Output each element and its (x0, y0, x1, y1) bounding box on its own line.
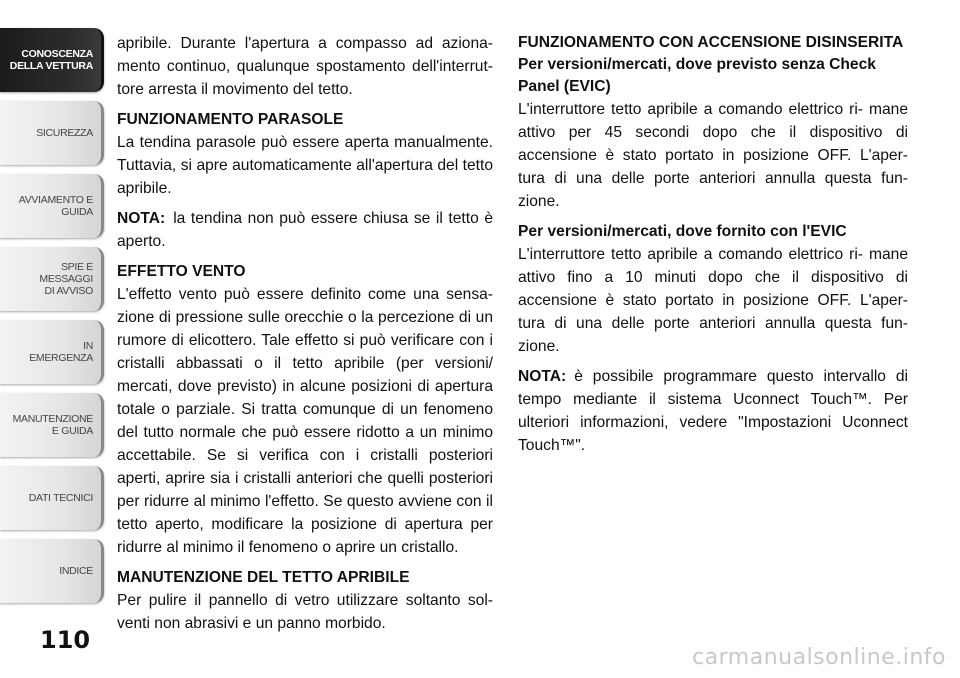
section-heading-accensione: FUNZIONAMENTO CON ACCENSIONE DISINSERITA (518, 34, 904, 51)
right-column (518, 32, 908, 464)
tab-label: IN EMERGENZA (29, 340, 93, 364)
subheading-con-evic: Per versioni/mercati, dove fornito con l'EVIC (518, 223, 847, 240)
tab-spie-e-messaggi[interactable] (0, 247, 104, 311)
section-heading-effetto-vento: EFFETTO VENTO (117, 263, 246, 280)
intro-paragraph: apribile. Durante l'apertura a compasso ad aziona- mento continuo, qualunque spostamento dell'interrut- tore arresta il movimento del tetto. (117, 35, 493, 98)
note-paragraph (117, 207, 493, 253)
tab-label: DATI TECNICI (28, 492, 93, 504)
tab-in-emergenza[interactable] (0, 320, 104, 384)
page-number: 110 (40, 626, 91, 654)
tab-label: SICUREZZA (36, 127, 93, 139)
tab-conoscenza-della-vettura[interactable] (0, 28, 104, 92)
left-column (117, 32, 493, 642)
parasole-paragraph: La tendina parasole può essere aperta manualmente. Tuttavia, si apre automaticamente all'apertura del tetto apribile. (117, 134, 493, 197)
note-label: NOTA: (518, 368, 567, 385)
tab-dati-tecnici[interactable] (0, 466, 104, 530)
tab-label: AVVIAMENTO E GUIDA (18, 194, 93, 218)
section-heading-manutenzione: MANUTENZIONE DEL TETTO APRIBILE (117, 569, 410, 586)
tab-label: MANUTENZIONE E GUIDA (12, 413, 93, 437)
note-paragraph (518, 365, 908, 457)
note-text: è possibile programmare questo intervallo di tempo mediante il sistema Uconnect Touch™. Per ulteriori informazioni, vedere "Impostazioni Uconnect Touch™". (518, 368, 908, 454)
senza-evic-paragraph: L'interruttore tetto apribile a comando elettrico ri- mane attivo per 45 secondi dopo che il dispositivo di accensione è stato portato in posizione OFF. L'aper- tura di una delle porte anteriori annulla questa fun- zione. (518, 101, 908, 210)
note-label: NOTA: (117, 210, 166, 227)
manutenzione-paragraph: Per pulire il pannello di vetro utilizzare soltanto sol- venti non abrasivi e un panno morbido. (117, 592, 493, 632)
section-heading-parasole: FUNZIONAMENTO PARASOLE (117, 111, 344, 128)
con-evic-paragraph: L'interruttore tetto apribile a comando elettrico ri- mane attivo fino a 10 minuti dopo che il dispositivo di accensione è stato portato in posizione OFF. L'aper- tura di una delle porte anteriori annulla questa fun- zione. (518, 246, 908, 355)
tab-label: INDICE (59, 565, 93, 577)
note-text: la tendina non può essere chiusa se il tetto è aperto. (117, 210, 493, 250)
chapter-tabs (0, 28, 104, 612)
tab-label: CONOSCENZA DELLA VETTURA (9, 48, 93, 72)
vento-paragraph: L'effetto vento può essere definito come una sensa- zione di pressione sulle orecchie o la percezione di un rumore di elicottero. Tale effetto si può verificare con i cristalli abbassati o il tetto apribile (per versioni/ mercati, dove previsto) in alcune posizioni di apertura totale o parziale. Si tratta comunque di un fenomeno del tutto normale che può essere ridotto a un minimo accettabile. Se si verifica con i cristalli posteriori aperti, aprire sia i cristalli anteriori che quelli posteriori per ridurre al minimo l'effetto. Se questo avviene con il tetto aperto, modificare la posizione di apertura per ridurre al minimo il fenomeno o aprire un cristallo. (117, 286, 493, 556)
watermark: carmanualsonline.info (692, 645, 946, 670)
tab-sicurezza[interactable] (0, 101, 104, 165)
tab-avviamento-e-guida[interactable] (0, 174, 104, 238)
subheading-senza-evic: Per versioni/mercati, dove previsto senza Check Panel (EVIC) (518, 56, 876, 95)
tab-indice[interactable] (0, 539, 104, 603)
tab-manutenzione-e-guida[interactable] (0, 393, 104, 457)
tab-label: SPIE E MESSAGGI DI AVVISO (39, 261, 93, 297)
